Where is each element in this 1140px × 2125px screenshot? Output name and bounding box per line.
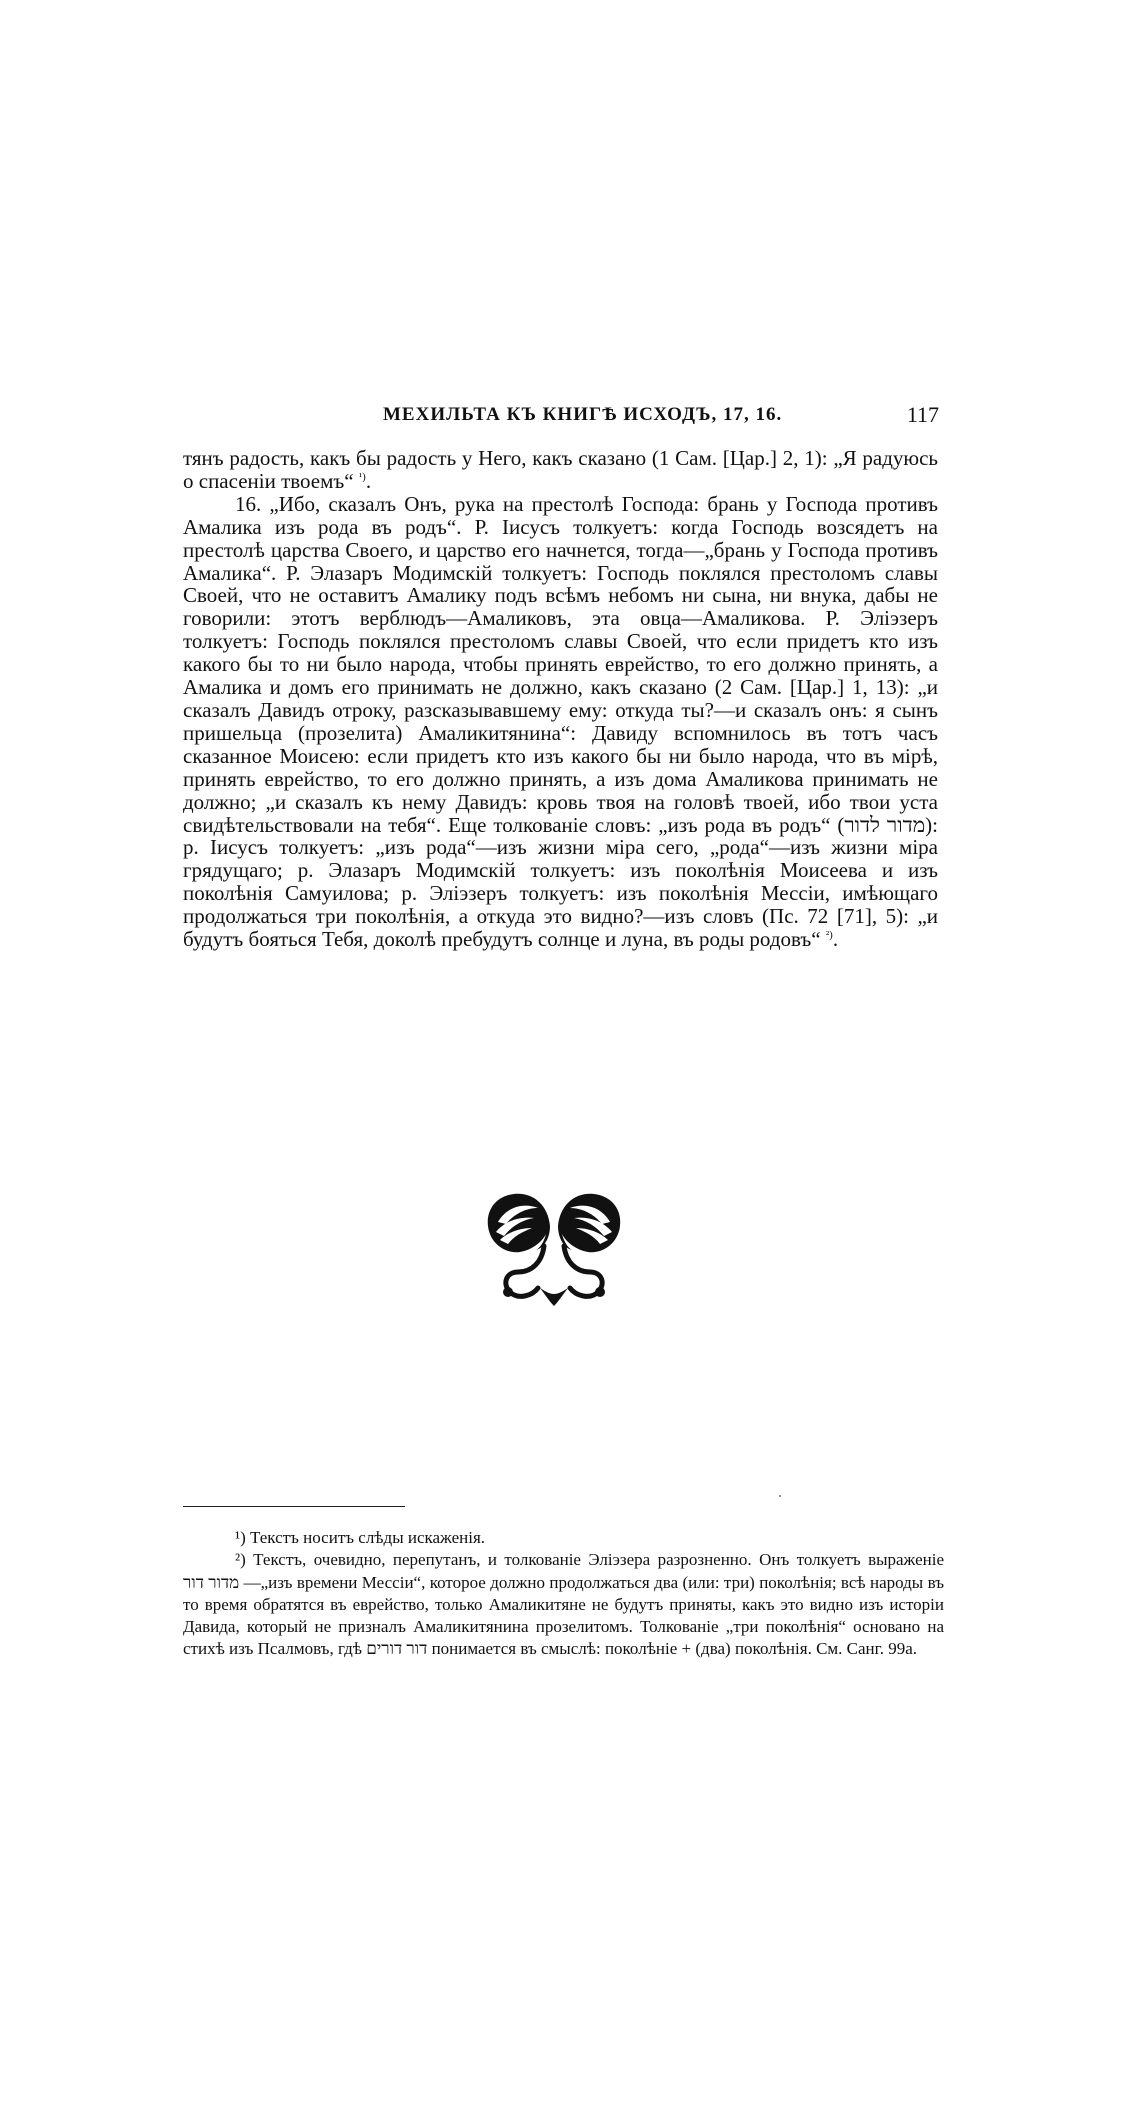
footnote-2 [183, 1549, 944, 1660]
paragraph-1-text: тянъ радость, какъ бы радость у Него, какъ сказано (1 Сам. [Цар.] 2, 1): „Я радуюсь о спасеніи твоемъ“ [183, 446, 938, 493]
paragraph-2-text: 16. „Ибо, сказалъ Онъ, рука на престолѣ Господа: брань у Господа противъ Амалика изъ рода въ родъ“. Р. Іисусъ толкуетъ: когда Господь возсядетъ на престолѣ царства Своего, и царство его начнется, тогда—„брань у Господа противъ Амалика“. Р. Элазаръ Модимскій толкуетъ: Господь поклялся престоломъ славы Своей, что не оставитъ Амалику подъ всѣмъ небомъ ни сына, ни внука, дабы не говорили: этотъ верблюдъ—Амаликовъ, эта овца—Амаликова. Р. Эліэзеръ толкуетъ: Господь поклялся престоломъ славы Своей, что если придетъ кто изъ какого бы то ни было народа, чтобы принять еврейство, то его должно принять, а Амалика и домъ его принимать не должно, какъ сказано (2 Сам. [Цар.] 1, 13): „и сказалъ Давидъ отроку, разсказывавшему ему: откуда ты?—и сказалъ онъ: я сынъ пришельца (прозелита) Амаликитянина“: Давиду вспомнилось въ тотъ часъ сказанное Моисею: если придетъ кто изъ какого бы ни было народа, что въ мірѣ, принять еврейство, то его должно принять, а изъ дома Амаликова принимать не должно; „и сказалъ къ нему Давидъ: кровь твоя на головѣ твоей, ибо твои уста свидѣтельствовали на тебя“. Еще толкованіе словъ: „изъ рода въ родъ“ (מדור לדור): р. Іисусъ толкуетъ: „изъ рода“—изъ жизни міра сего, „рода“—изъ жизни міра грядущаго; р. Элазаръ Модимскій толкуетъ: изъ поколѣнія Моисеева и изъ поколѣнія Самуилова; р. Эліэзеръ толкуетъ: изъ поколѣнія Мессіи, имѣющаго продолжаться три поколѣнія, а откуда это видно?—изъ словъ (Пс. 72 [71], 5): „и будутъ бояться Тебя, доколѣ пребудутъ солнце и луна, въ роды родовъ“ [183, 491, 938, 952]
paragraph-2-end: . [832, 927, 839, 952]
footnotes [183, 1527, 944, 1661]
footnote-ref-2: ²) [825, 929, 833, 942]
footnote-1 [183, 1527, 944, 1549]
footnote-divider [183, 1506, 405, 1507]
paragraph-continued [183, 447, 938, 493]
footnote-2-text: Текстъ, очевидно, перепутанъ, и толкованіе Эліэзера разрозненно. Онъ толкуетъ выраженіе מדור דור —„изъ времени Мессіи“, которое должно продолжаться два (или: три) поколѣнія; всѣ народы въ то время обратятся въ еврейство, только Амаликитяне не будутъ приняты, какъ это видно изъ исторіи Давида, который не призналъ Амаликитянина прозелитомъ. Толкованіе „три поколѣнія“ основано на стихѣ изъ Псалмовъ, гдѣ דור דורים понимается въ смыслѣ: поколѣніе + (два) поколѣнія. См. Санг. 99a. [183, 1550, 944, 1659]
book-page [183, 0, 951, 2125]
running-title: МЕХИЛЬТА КЪ КНИГѢ ИСХОДЪ, 17, 16. [383, 404, 783, 425]
page-number: 117 [906, 402, 939, 427]
main-text [183, 447, 938, 951]
footnote-ref-1: ¹) [358, 470, 366, 483]
paragraph-verse-16 [183, 493, 938, 951]
paragraph-1-end: . [365, 468, 372, 493]
footnote-2-marker: ²) [235, 1550, 246, 1570]
running-head [183, 404, 951, 434]
floral-ornament-icon [484, 1188, 624, 1308]
footnote-1-text: Текстъ носитъ слѣды искаженія. [245, 1528, 486, 1547]
paper-speck [779, 1495, 781, 1497]
footnote-1-marker: ¹) [235, 1528, 246, 1547]
